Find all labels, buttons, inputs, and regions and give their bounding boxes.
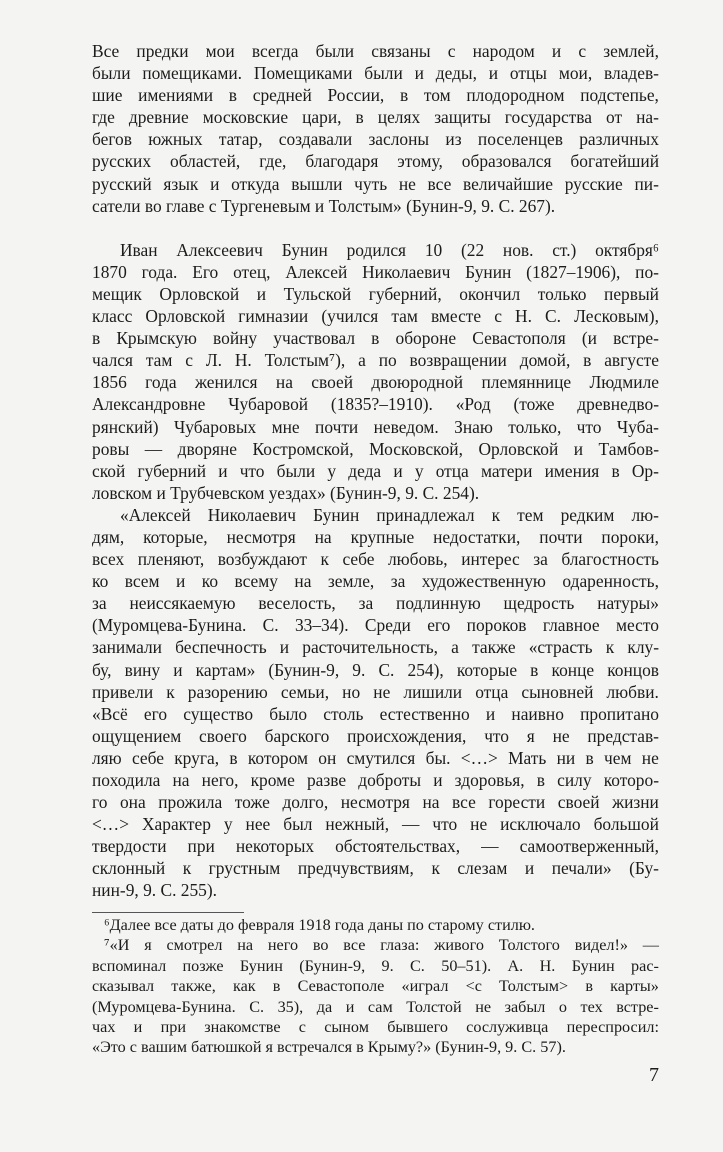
text-line: дям, которые, несмотря на крупные недостатки, почти пороки,	[92, 526, 659, 547]
text-line: ко всем и ко всему на земле, за художественную одаренность,	[92, 571, 659, 592]
main-text	[92, 40, 659, 902]
text-line: всех пленяют, возбуждают к себе любовь, интерес за благостность	[92, 549, 659, 570]
footnote-line: вспоминал позже Бунин (Бунин-9, 9. С. 50–51). А. Н. Бунин рас-	[92, 956, 659, 975]
text-line: ровы — дворяне Костромской, Московской, Орловской и Тамбов-	[92, 438, 659, 459]
text-line: рянский) Чубаровых мне почти неведом. Знаю только, что Чуба-	[92, 416, 659, 437]
text-line: чался там с Л. Н. Толстым⁷), а по возвращении домой, в августе	[92, 350, 659, 371]
text-line: <…> Характер у нее был нежный, — что не исключало большой	[92, 814, 659, 835]
text-line: класс Орловской гимназии (учился там вместе с Н. С. Лесковым),	[92, 306, 659, 327]
text-line: 1856 года женился на своей двоюродной племяннице Людмиле	[92, 372, 659, 393]
footnote-line: сказывал также, как в Севастополе «играл <с Толстым> в карты»	[92, 977, 659, 996]
page-number: 7	[649, 1064, 659, 1086]
footnote-line: «Это с вашим батюшкой я встречался в Крыму?» (Бунин-9, 9. С. 57).	[92, 1038, 566, 1057]
text-line: Все предки мои всегда были связаны с народом и с землей,	[92, 41, 659, 61]
text-line: (Муромцева-Бунина. С. 33–34). Среди его пороков главное место	[92, 615, 659, 636]
text-line: русских областей, где, благодаря этому, образовался богатейший	[92, 151, 659, 172]
text-line: сатели во главе с Тургеневым и Толстым» (Бунин-9, 9. С. 267).	[92, 195, 556, 216]
text-line: где древние московские цари, в целях защиты государства от на-	[92, 107, 659, 128]
text-line: походила на него, кроме разве доброты и здоровья, в силу которо-	[92, 770, 659, 790]
text-line: Иван Алексеевич Бунин родился 10 (22 нов. ст.) октября⁶	[120, 239, 659, 260]
text-line: твердости при некоторых обстоятельствах, — самоотверженный,	[92, 836, 659, 857]
text-line: шие имениями в средней России, в том плодородном подстепье,	[92, 85, 659, 106]
text-line: ощущением своего барского происхождения, что я не представ-	[92, 725, 659, 746]
footnote-line: чах и при знакомстве с сыном бывшего сослуживца переспросил:	[92, 1017, 659, 1036]
text-line: «Всё его существо было столь естественно и наивно пропитано	[92, 703, 659, 724]
text-line: привели к разорению семьи, но не лишили отца сыновней любви.	[92, 681, 659, 702]
text-line: бу, вину и картам» (Бунин-9, 9. С. 254), которые в конце концов	[92, 659, 659, 680]
footnotes	[92, 915, 659, 1058]
text-line: бегов южных татар, создавали заслоны из поселенцев различных	[92, 129, 659, 150]
text-line: нин-9, 9. С. 255).	[92, 880, 218, 901]
footnote-line: ⁶Далее все даты до февраля 1918 года даны по старому стилю.	[104, 916, 535, 934]
text-line: ской губерний и что были у деда и у отца матери имения в Ор-	[92, 460, 659, 481]
text-line: занимали беспечность и расточительность, а также «страсть к клу-	[92, 637, 659, 658]
text-line: были помещиками. Помещиками были и деды, и отцы мои, владев-	[92, 63, 659, 84]
text-line: в Крымскую войну участвовал в обороне Севастополя (и встре-	[92, 328, 659, 349]
text-line: Александровне Чубаровой (1835?–1910). «Род (тоже древнедво-	[92, 394, 659, 415]
text-line: за неиссякаемую веселость, за подлинную щедрость натуры»	[92, 593, 659, 614]
text-line: мещик Орловской и Тульской губерний, окончил только первый	[92, 283, 659, 304]
footnote-line: (Муромцева-Бунина. С. 35), да и сам Толстой не забыл о тех встре-	[92, 997, 659, 1016]
footnote-line: ⁷«И я смотрел на него во все глаза: живого Толстого видел!» —	[104, 936, 659, 955]
text-line: ловском и Трубчевском уездах» (Бунин-9, 9. С. 254).	[92, 482, 480, 503]
text-line: 1870 года. Его отец, Алексей Николаевич Бунин (1827–1906), по-	[92, 261, 659, 282]
paragraph-gap	[92, 217, 659, 239]
text-line: русский язык и откуда вышли чуть не все величайшие русские пи-	[92, 173, 659, 194]
text-line: «Алексей Николаевич Бунин принадлежал к тем редким лю-	[120, 504, 659, 525]
text-line: склонный к грустным предчувствиям, к слезам и печали» (Бу-	[92, 858, 659, 879]
text-line: го она прожила тоже долго, несмотря на все горести своей жизни	[92, 792, 659, 813]
text-line: ляю себе круга, в котором он смутился бы. <…> Мать ни в чем не	[92, 747, 659, 768]
footnote-separator	[92, 912, 244, 913]
